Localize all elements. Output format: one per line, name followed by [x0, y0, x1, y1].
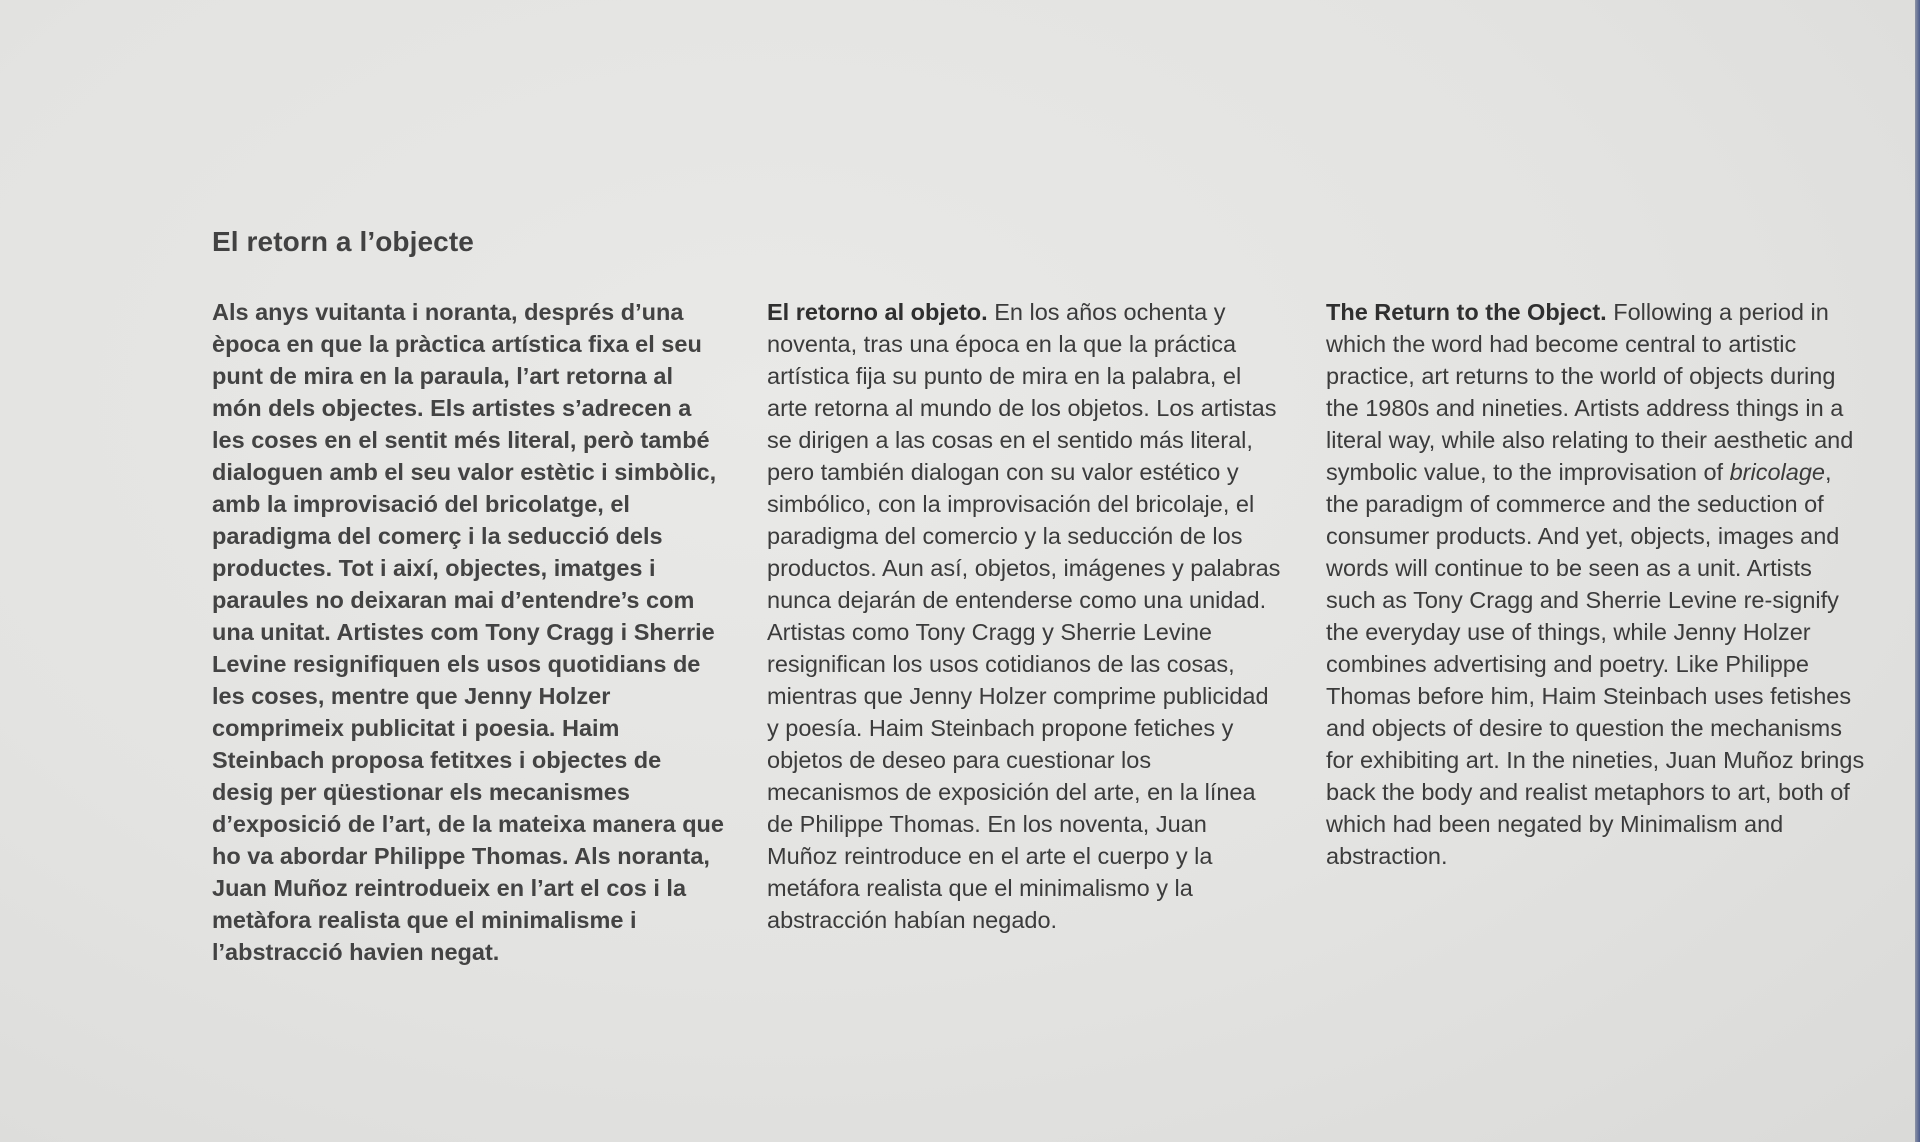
spanish-lead-title: El retorno al objeto. [767, 299, 988, 325]
catalan-text-column: Als anys vuitanta i noranta, després d’una època en que la pràctica artística fixa el seu punt de mira en la paraula, l’art retorna al món dels objectes. Els artistes s’adrecen a les coses en el sentit més literal, però també dialoguen amb el seu valor estètic i simbòlic, amb la improvisació del bricolatge, el paradigma del comerç i la seducció dels productes. Tot i així, objectes, imatges i paraules no deixaran mai d’entendre’s com una unitat. Artistes com Tony Cragg i Sherrie Levine resignifiquen els usos quotidians de les coses, mentre que Jenny Holzer comprimeix publicitat i poesia. Haim Steinbach proposa fetitxes i objectes de desig per qüestionar els mecanismes d’exposició de l’art, de la mateixa manera que ho va abordar Philippe Thomas. Als noranta, Juan Muñoz reintrodueix en l’art el cos i la metàfora realista que el minimalisme i l’abstracció havien negat. [212, 299, 724, 965]
english-text-column [1326, 296, 1866, 872]
spanish-text-column [767, 296, 1282, 936]
english-body-part1: Following a period in which the word had become central to artistic practice, art returns to the world of objects during the 1980s and nineties. Artists address things in a literal way, while also relating to their aesthetic and symbolic value, to the improvisation of [1326, 299, 1854, 485]
spanish-body: En los años ochenta y noventa, tras una época en la que la práctica artística fija su punto de mira en la palabra, el arte retorna al mundo de los objetos. Los artistas se dirigen a las cosas en el sentido más literal, pero también dialogan con su valor estético y simbólico, con la improvisación del bricolaje, el paradigma del comercio y la seducción de los productos. Aun así, objetos, imágenes y palabras nunca dejarán de entenderse como una unidad. Artistas como Tony Cragg y Sherrie Levine resignifican los usos cotidianos de las cosas, mientras que Jenny Holzer comprime publicidad y poesía. Haim Steinbach propone fetiches y objetos de deseo para cuestionar los mecanismos de exposición del arte, en la línea de Philippe Thomas. En los noventa, Juan Muñoz reintroduce en el arte el cuerpo y la metáfora realista que el minimalismo y la abstracción habían negado. [767, 299, 1281, 933]
wall-edge-strip [1915, 0, 1920, 1142]
english-lead-title: The Return to the Object. [1326, 299, 1607, 325]
english-italic-term: bricolage [1729, 459, 1825, 485]
english-body-part2: , the paradigm of commerce and the seduction of consumer products. And yet, objects, images and words will continue to be seen as a unit. Artists such as Tony Cragg and Sherrie Levine re-signify the everyday use of things, while Jenny Holzer combines advertising and poetry. Like Philippe Thomas before him, Haim Steinbach uses fetishes and objects of desire to question the mechanisms for exhibiting art. In the nineties, Juan Muñoz brings back the body and realist metaphors to art, both of which had been negated by Minimalism and abstraction. [1326, 459, 1865, 869]
catalan-title: El retorn a l’objecte [212, 226, 474, 257]
